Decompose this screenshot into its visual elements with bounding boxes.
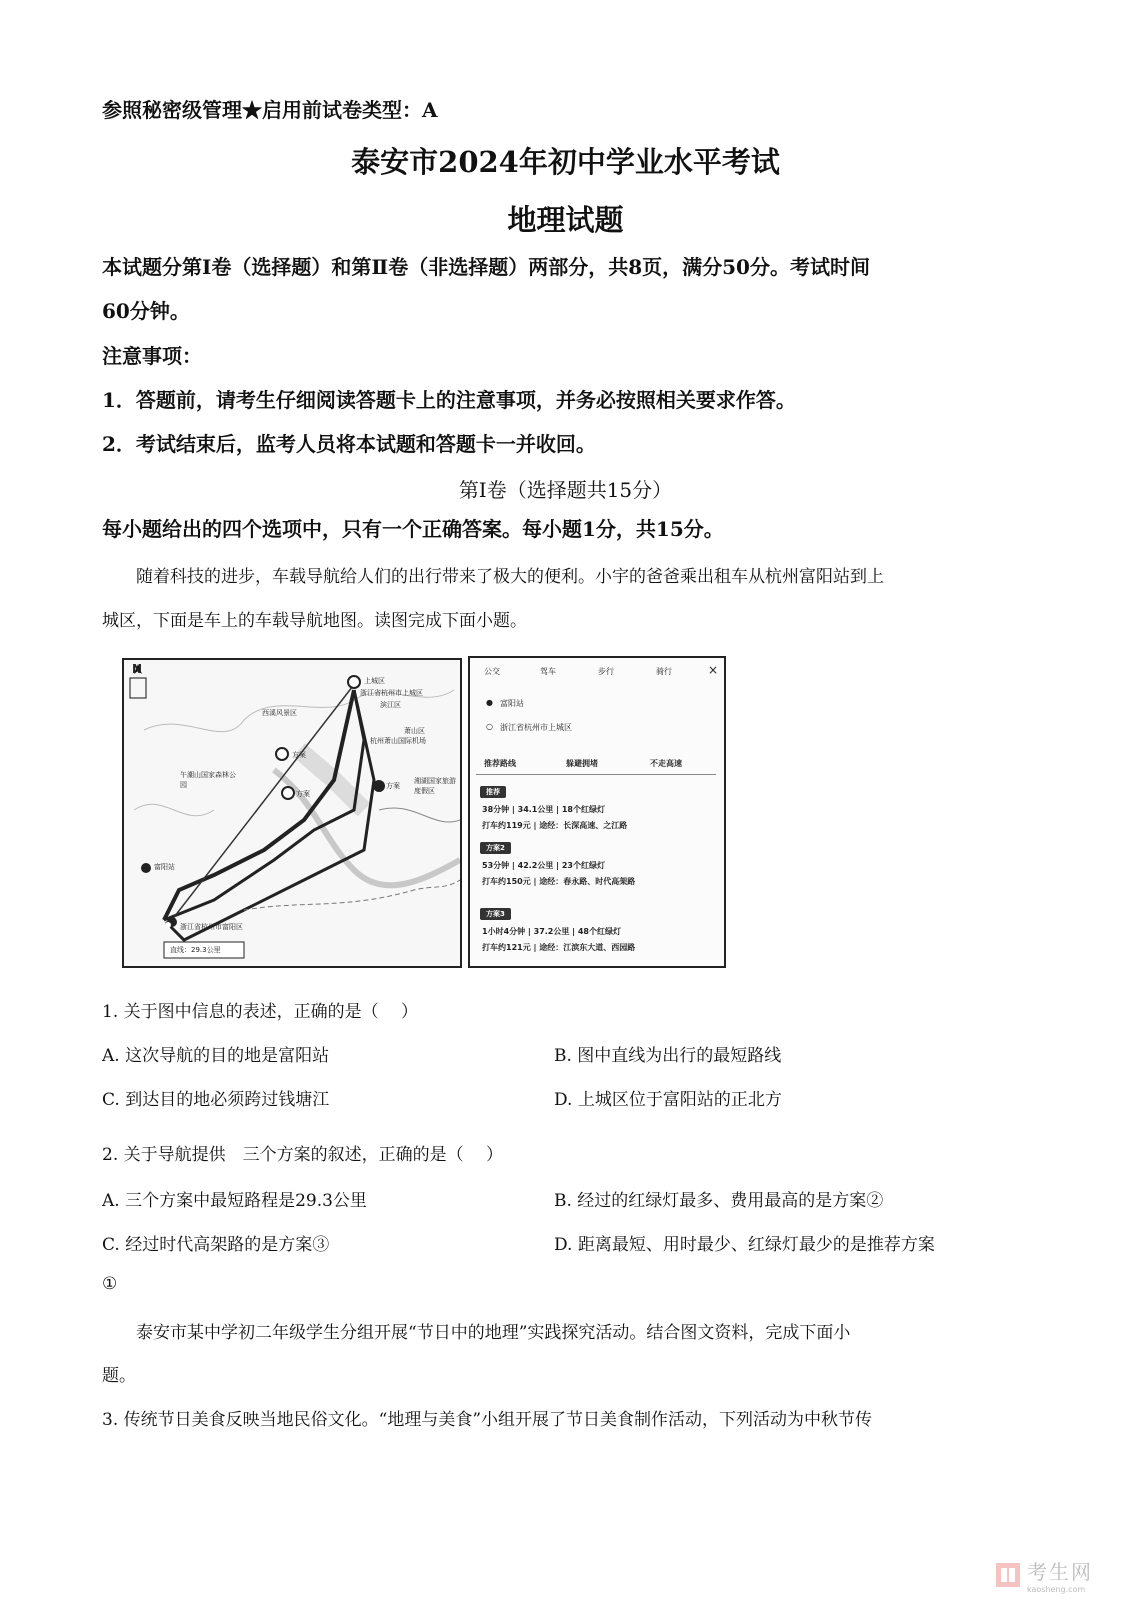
map-label-start: 浙江省杭州市富阳区 xyxy=(180,923,243,931)
pref-recommended[interactable]: 推荐路线 xyxy=(484,759,516,768)
plan-1-line-1[interactable]: 38分钟 | 34.1公里 | 18个红绿灯 xyxy=(482,805,605,814)
watermark-url: kaosheng.com xyxy=(1027,1585,1086,1594)
q1-option-b[interactable]: B. 图中直线为出行的最短路线 xyxy=(554,1046,782,1066)
nav-from[interactable]: 富阳站 xyxy=(500,699,524,708)
map-label-binjiang: 滨江区 xyxy=(380,701,401,709)
navigation-panel xyxy=(468,656,726,968)
tab-bike[interactable]: 骑行 xyxy=(656,667,672,676)
map-label-plan-3: 方案 xyxy=(386,782,400,790)
intro-line-1: 本试题分第Ⅰ卷（选择题）和第Ⅱ卷（非选择题）两部分，共8页，满分50分。考试时间 xyxy=(102,255,870,279)
passage-1-line-1: 随着科技的进步，车载导航给人们的出行带来了极大的便利。小宇的爸爸乘出租车从杭州富阳站到上 xyxy=(136,567,884,587)
pref-no-highway[interactable]: 不走高速 xyxy=(650,759,682,768)
q2-option-a[interactable]: A. 三个方案中最短路程是29.3公里 xyxy=(102,1191,367,1211)
north-arrow-icon: N xyxy=(132,662,143,676)
close-icon[interactable]: × xyxy=(708,663,719,677)
section-instruction: 每小题给出的四个选项中，只有一个正确答案。每小题1分，共15分。 xyxy=(102,517,724,541)
q2-option-d[interactable]: D. 距离最短、用时最少、红绿灯最少的是推荐方案 xyxy=(554,1235,935,1255)
passage-2-line-2: 题。 xyxy=(102,1366,136,1386)
notice-item-2: 2．考试结束后，监考人员将本试题和答题卡一并收回。 xyxy=(102,432,596,456)
q1-option-a[interactable]: A. 这次导航的目的地是富阳站 xyxy=(102,1046,330,1066)
plan-3-line-2[interactable]: 打车约121元 | 途经：江滨东大道、西园路 xyxy=(482,943,636,952)
intro-line-2: 60分钟。 xyxy=(102,299,190,323)
q1-stem: 1. 关于图中信息的表述，正确的是（ ） xyxy=(102,1002,419,1022)
watermark-logo-icon xyxy=(995,1562,1021,1588)
from-dot-icon: ● xyxy=(486,698,493,707)
map-label-xixi: 西溪风景区 xyxy=(262,709,297,717)
navigation-map xyxy=(122,658,462,968)
map-drawing xyxy=(124,660,460,966)
q2-stem: 2. 关于导航提供 三个方案的叙述，正确的是（ ） xyxy=(102,1145,504,1165)
section-title: 第Ⅰ卷（选择题共15分） xyxy=(458,478,673,502)
plan-2-line-1[interactable]: 53分钟 | 42.2公里 | 23个红绿灯 xyxy=(482,861,605,870)
q2-option-d-cont: ① xyxy=(102,1274,118,1294)
q3-stem: 3. 传统节日美食反映当地民俗文化。“地理与美食”小组开展了节日美食制作活动，下列活动为中秋节传 xyxy=(102,1410,873,1430)
q2-option-c[interactable]: C. 经过时代高架路的是方案③ xyxy=(102,1235,330,1255)
map-label-wuyun: 午潮山国家森林公园 xyxy=(180,771,236,789)
plan-3-line-1[interactable]: 1小时4分钟 | 37.2公里 | 48个红绿灯 xyxy=(482,927,621,936)
plan-2-line-2[interactable]: 打车约150元 | 途经：春永路、时代高架路 xyxy=(482,877,636,886)
map-label-shangcheng: 上城区 xyxy=(364,677,385,685)
map-label-plan-1: 方案 xyxy=(292,751,306,759)
map-label-fuyang: 富阳站 xyxy=(154,863,175,871)
q2-option-b[interactable]: B. 经过的红绿灯最多、费用最高的是方案② xyxy=(554,1191,884,1211)
exam-title: 泰安市2024年初中学业水平考试 xyxy=(351,145,780,179)
q1-option-c[interactable]: C. 到达目的地必须跨过钱塘江 xyxy=(102,1090,330,1110)
map-label-plan-2: 方案 xyxy=(296,790,310,798)
tab-bus[interactable]: 公交 xyxy=(484,667,500,676)
plan-3-badge: 方案3 xyxy=(480,908,511,920)
notice-title: 注意事项： xyxy=(102,344,202,368)
passage-1-line-2: 城区，下面是车上的车载导航地图。读图完成下面小题。 xyxy=(102,611,527,631)
map-label-xianghu: 湘湖国家旅游度假区 xyxy=(414,777,456,795)
plan-2-badge: 方案2 xyxy=(480,842,511,854)
map-label-airport: 杭州萧山国际机场 xyxy=(370,737,426,745)
tab-drive[interactable]: 驾车 xyxy=(540,667,556,676)
map-label-scale: 直线：29.3公里 xyxy=(170,946,221,954)
plan-1-badge: 推荐 xyxy=(480,786,506,798)
map-label-dest: 浙江省杭州市上城区 xyxy=(360,689,423,697)
exam-subtitle: 地理试题 xyxy=(507,203,624,237)
plan-1-line-2[interactable]: 打车约119元 | 途经：长深高速、之江路 xyxy=(482,821,628,830)
q1-option-d[interactable]: D. 上城区位于富阳站的正北方 xyxy=(554,1090,782,1110)
watermark-brand: 考生网 xyxy=(1027,1560,1093,1584)
to-dot-icon: ○ xyxy=(486,722,493,731)
tab-walk[interactable]: 步行 xyxy=(598,667,614,676)
nav-to[interactable]: 浙江省杭州市上城区 xyxy=(500,723,572,732)
confidential-line: 参照秘密级管理★启用前试卷类型：A xyxy=(102,98,438,122)
divider xyxy=(476,774,716,775)
notice-item-1: 1．答题前，请考生仔细阅读答题卡上的注意事项，并务必按照相关要求作答。 xyxy=(102,388,796,412)
map-label-xiaoshan: 萧山区 xyxy=(404,727,425,735)
pref-avoid-jam[interactable]: 躲避拥堵 xyxy=(566,759,598,768)
watermark xyxy=(995,1556,1093,1594)
passage-2-line-1: 泰安市某中学初二年级学生分组开展“节日中的地理”实践探究活动。结合图文资料，完成下面小 xyxy=(136,1323,851,1343)
